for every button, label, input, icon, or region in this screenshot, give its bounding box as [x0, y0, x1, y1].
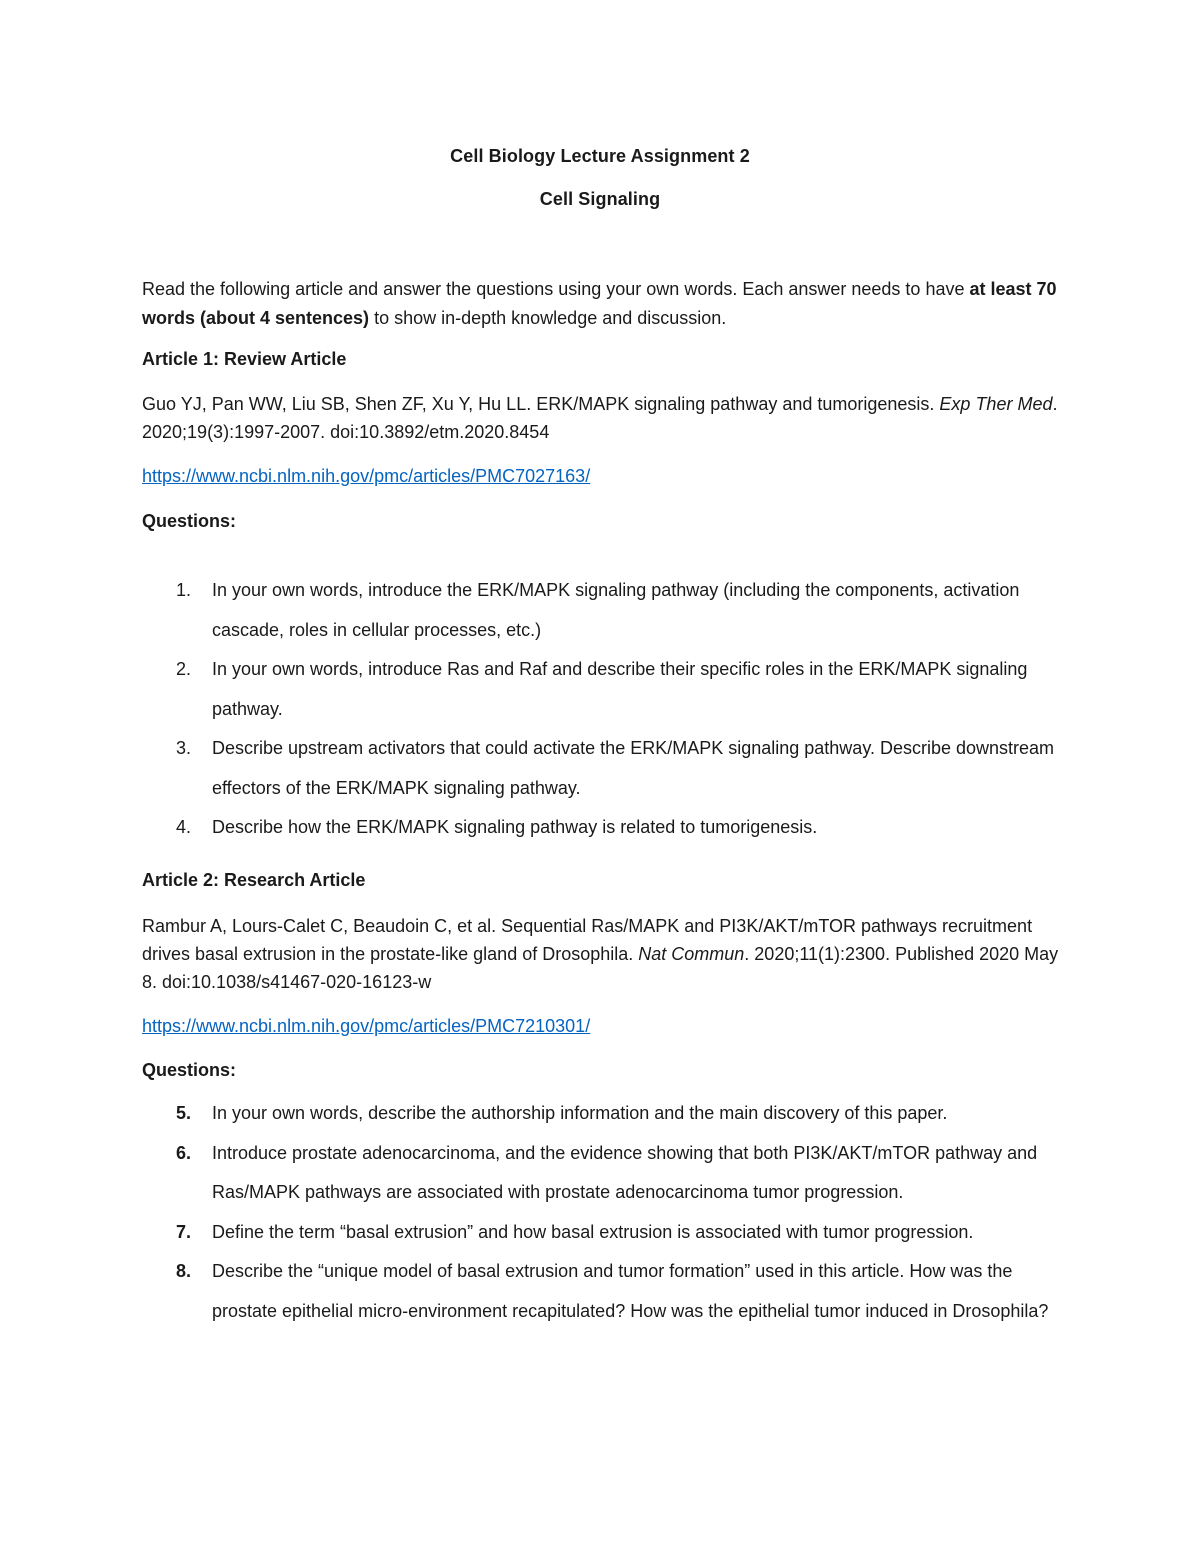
question-item — [142, 1134, 1072, 1213]
instructions-paragraph — [142, 275, 1072, 333]
article-2-question-list — [142, 1094, 1072, 1331]
question-text: Introduce prostate adenocarcinoma, and the evidence showing that both PI3K/AKT/mTOR pathway and Ras/MAPK pathways are associated with prostate adenocarcinoma tumor progression. — [212, 1142, 1038, 1202]
article-2-heading: Article 2: Research Article — [142, 870, 366, 890]
article-2-citation-authors: Rambur A, Lours-Calet C, Beaudoin C, et al. Sequential Ras/MAPK and PI3K/AKT/mTOR pathways recruitment drives basal extrusion in the prostate-like gland of Drosophila. — [142, 916, 1033, 964]
question-item — [142, 1094, 1072, 1134]
question-item — [142, 1252, 1072, 1331]
question-text: In your own words, introduce Ras and Raf and describe their specific roles in the ERK/MAPK signaling pathway. — [212, 659, 1028, 719]
question-item — [142, 650, 1072, 729]
question-item — [142, 1213, 1072, 1253]
article-1-journal: Exp Ther Med — [939, 394, 1053, 414]
question-text: Describe how the ERK/MAPK signaling pathway is related to tumorigenesis. — [212, 817, 818, 837]
article-1-heading: Article 1: Review Article — [142, 349, 347, 369]
question-number: 8. — [176, 1261, 192, 1281]
document-subtitle: Cell Signaling — [539, 189, 661, 209]
question-item — [142, 571, 1072, 650]
article-2-citation — [142, 912, 1072, 996]
instructions-text-end: to show in-depth knowledge and discussion. — [369, 308, 727, 328]
document-title: Cell Biology Lecture Assignment 2 — [450, 146, 750, 166]
question-text: In your own words, introduce the ERK/MAPK signaling pathway (including the components, activation cascade, roles in cellular processes, etc.) — [212, 580, 1020, 640]
question-number: 1. — [176, 580, 192, 600]
question-item — [142, 729, 1072, 808]
article-1-citation-authors: Guo YJ, Pan WW, Liu SB, Shen ZF, Xu Y, Hu LL. ERK/MAPK signaling pathway and tumorigenesis. — [142, 394, 940, 414]
question-number: 4. — [176, 817, 192, 837]
article-2-questions-label: Questions: — [142, 1060, 237, 1080]
article-2-journal: Nat Commun — [638, 944, 745, 964]
question-number: 7. — [176, 1221, 192, 1242]
article-2-citation-details: . 2020;11(1):2300. Published 2020 May 8. doi:10.1038/s41467-020-16123-w — [142, 944, 1059, 992]
question-text: Describe upstream activators that could activate the ERK/MAPK signaling pathway. Describe downstream effectors of the ERK/MAPK signaling pathway. — [212, 738, 1055, 798]
article-1-citation — [142, 390, 1072, 446]
question-number: 2. — [176, 659, 192, 679]
question-number: 3. — [176, 738, 192, 758]
question-item — [142, 808, 1072, 848]
question-text: In your own words, describe the authorship information and the main discovery of this paper. — [212, 1103, 948, 1123]
question-text: Describe the “unique model of basal extrusion and tumor formation” used in this article. How was the prostate epithelial micro-environment recapitulated? How was the epithelial tumor induced in Drosophila? — [212, 1261, 1049, 1321]
article-1-questions-label: Questions: — [142, 511, 237, 531]
question-number: 5. — [176, 1103, 192, 1123]
article-1-link[interactable]: https://www.ncbi.nlm.nih.gov/pmc/articles/PMC7027163/ — [142, 466, 591, 486]
question-number: 6. — [176, 1142, 192, 1163]
article-1-question-list — [142, 571, 1072, 848]
question-text: Define the term “basal extrusion” and how basal extrusion is associated with tumor progression. — [212, 1221, 974, 1242]
article-2-link[interactable]: https://www.ncbi.nlm.nih.gov/pmc/articles/PMC7210301/ — [142, 1016, 591, 1036]
instructions-emphasis: at least 70 words (about 4 sentences) — [142, 279, 1057, 328]
instructions-text: Read the following article and answer the questions using your own words. Each answer needs to have — [142, 279, 970, 299]
article-1-citation-details: . 2020;19(3):1997-2007. doi:10.3892/etm.2020.8454 — [142, 394, 1058, 442]
